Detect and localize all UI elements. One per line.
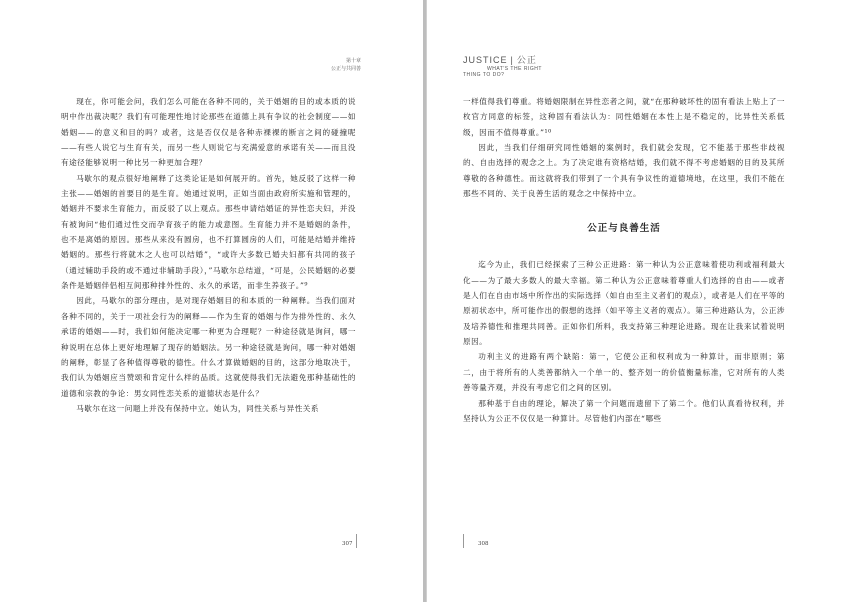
paragraph: 那种基于自由的理论，解决了第一个问题而遗留下了第二个。他们认真看待权利，并坚持认为公正不仅仅是一种算计。尽管他们内部在“哪些 [463,398,785,423]
header-brand [463,53,542,66]
paragraph: 因此，当我们仔细研究同性婚姻的案例时，我们就会发现，它不能基于那些非歧视的、自由选择的观念之上。为了决定谁有资格结婚，我们就不得不考虑婚姻的目的及其所尊敬的各种德性。而这就将我们带到了一个具有争议性的道德境地，在这里，我们不能在那些不同的、关于良善生活的观念之中保持中立。 [463,143,785,199]
paragraph: 迄今为止，我们已经探索了三种公正进路：第一种认为公正意味着使功利或福利最大化——为了最大多数人的最大幸福。第二种认为公正意味着尊重人们选择的自由——或者是人们在自由市场中所作出的实际选择（如自由至主义者们的观点），或者是人们在平等的原初状态中，所可能作出的假想的选择（如平等主义者的观点）。第三种进路认为，公正涉及培养德性和推理共同善。正如你们所料，我支持第三种理论进路。现在让我来试着说明原因。 [463,260,785,347]
paragraph: 马歇尔的观点很好地阐释了这类论证是如何展开的。首先，她反驳了这样一种主张——婚姻的首要目的是生育。她通过说明，正如当面由政府所实施和管理的，婚姻并不要求生育能力，而反驳了以上观点。那些申请结婚证的异性恋夫妇，并没有被询问“他们通过性交而孕育孩子的能力或意图。生育能力并不是婚姻的条件，也不是离婚的原因。那些从来没有圆房，也不打算圆房的人们，可能是结婚并维持婚姻的。那些行将就木之人也可以结婚”，“或许大多数已婚夫妇都有共同的孩子（通过辅助手段的或不通过非辅助手段），”马歇尔总结道，“可是，公民婚姻的必要条件是婚姻伴侣相互间那种排外性的、永久的承诺，而非生养孩子。”⁹ [61,173,356,291]
running-header-right [463,53,542,78]
header-subtitle-line2: THING TO DO? [463,72,505,78]
brand-name: JUSTICE [463,55,508,65]
paragraph: 现在，你可能会问，我们怎么可能在各种不同的，关于婚姻的目的或本质的说明中作出裁决呢？我们有可能理性地讨论那些在道德上具有争议的社会制度——如婚姻——的意义和目的吗？或者，这是否仅仅是各种赤裸裸的断言之间的碰撞呢——有些人说它与生育有关，而另一些人则说它与充满爱意的承诺有关——而且没有途径能够说明一种比另一种更加合理？ [61,97,356,168]
page-number-rule [356,534,357,548]
section-title: 公正与良善生活 [587,223,661,235]
brand-cn: 公正 [516,55,537,65]
left-page [0,0,424,602]
header-chapter: 第十章 [345,58,361,64]
page-number-rule [463,534,464,548]
paragraph: 因此，马歇尔的部分理由，是对现存婚姻目的和本质的一种阐释。当我们面对各种不同的，关于一项社会行为的阐释——作为生育的婚姻与作为排外性的、永久承诺的婚姻——时，我们如何能决定哪一种更为合理呢？一种途径就是询问，哪一种说明在总体上更好地理解了现存的婚姻法。另一种途径就是询问，哪一种对婚姻的阐释，彰显了各种值得尊敬的德性。什么才算做婚姻的目的，这部分地取决于，我们认为婚姻应当赞颂和肯定什么样的品质。这就使得我们无法避免那种基础性的道德和宗教的争论：男女同性恋关系的道德状态是什么？ [61,296,356,398]
running-header-left [331,57,361,73]
paragraph: 一样值得我们尊重。将婚姻限制在异性恋者之间，就“在那种破坏性的固有看法上贴上了一枚官方同意的标签，这种固有看法认为：同性婚姻在本性上是不稳定的，比异性关系低级，因而不值得尊重。”¹⁰ [463,97,785,137]
brand-separator: | [510,55,514,65]
header-chapter-title: 公正与共同善 [330,66,361,72]
paragraph: 马歇尔在这一问题上并没有保持中立。她认为，同性关系与异性关系 [76,403,319,413]
right-page [426,0,851,602]
header-subtitle-line1: WHAT'S THE RIGHT [487,66,542,72]
left-body-text [61,94,356,416]
page-number: 308 [478,541,489,547]
page-number: 307 [342,541,353,547]
paragraph: 功利主义的进路有两个缺陷：第一，它使公正和权利成为一种算计，而非原则；第二，由于将所有的人类善都纳入一个单一的、整齐划一的价值衡量标准，它对所有的人类善等量齐观，并没有考虑它们之间的区别。 [463,352,785,393]
right-body-text [463,94,785,426]
